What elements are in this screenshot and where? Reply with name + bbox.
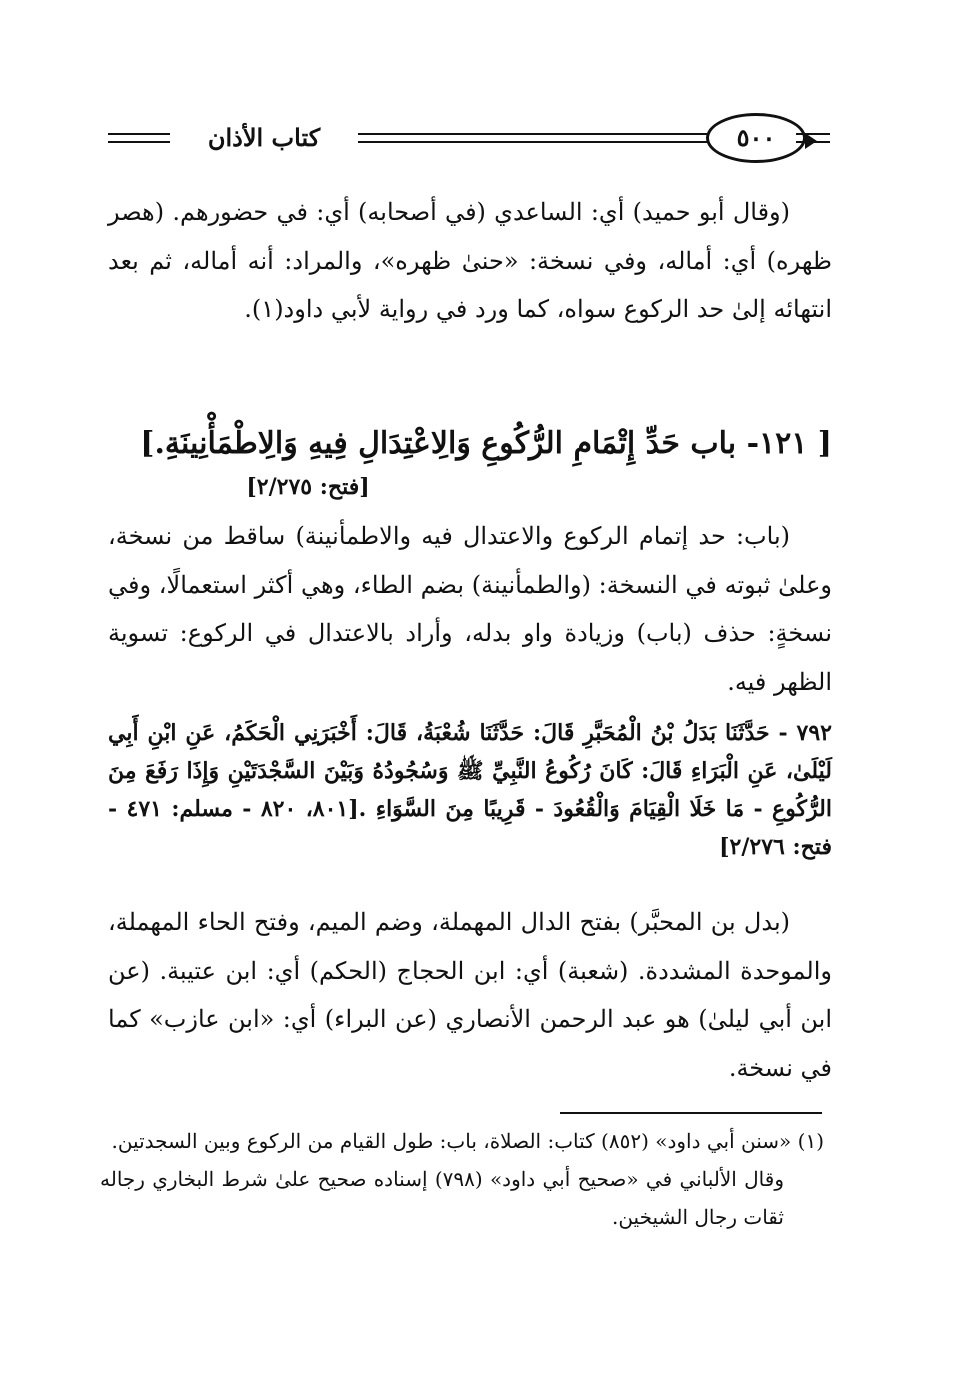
header-rule-left bbox=[108, 133, 170, 143]
page-number-badge bbox=[706, 113, 806, 163]
hadith-text: ٧٩٢ - حَدَّثَنَا بَدَلُ بْنُ الْمُحَبَّرِ قَالَ: حَدَّثَنَا شُعْبَةُ، قَالَ: أَخْبَرَنِي الْحَكَمُ، عَنِ ابْنِ أَبِي لَيْلَىٰ، عَنِ الْبَرَاءِ قَالَ: كَانَ رُكُوعُ النَّبِيِّ ﷺ وَسُجُودُهُ وَبَيْنَ السَّجْدَتَيْنِ وَإِذَا رَفَعَ مِنَ الرُّكُوعِ - مَا خَلَا الْقِيَامَ وَالْقُعُودَ - قَرِيبًا مِنَ السَّوَاءِ .[٨٠١، ٨٢٠ - مسلم: ٤٧١ - فتح: ٢/٢٧٦] bbox=[108, 720, 832, 860]
footnotes bbox=[100, 1122, 824, 1236]
header-rule-middle bbox=[358, 133, 754, 143]
running-header bbox=[108, 112, 830, 168]
book-title: كتاب الأذان bbox=[207, 123, 321, 152]
explanation-paragraph: (بدل بن المحبَّر) بفتح الدال المهملة، وضم الميم، وفتح الحاء المهملة، والموحدة المشددة. (شعبة) أي: ابن الحجاج (الحكم) أي: ابن عتيبة. (عن ابن أبي ليلىٰ) هو عبد الرحمن الأنصاري (عن البراء) أي: «ابن عازب» كما في نسخة. bbox=[108, 908, 832, 1082]
intro-paragraph: (وقال أبو حميد) أي: الساعدي (في أصحابه) أي: في حضورهم. (هصر ظهره) أي: أماله، وفي نسخة: «حنىٰ ظهره»، والمراد: أنه أماله، ثم بعد انتهائه إلىٰ حد الركوع سواه، كما ورد في رواية لأبي داود(١). bbox=[108, 198, 833, 323]
header-rule-right bbox=[796, 133, 830, 143]
page-number: ٥٠٠ bbox=[736, 123, 776, 152]
chapter-heading: [ ١٢١- باب حَدِّ إِتْمَامِ الرُّكُوعِ وَالِاعْتِدَالِ فِيهِ وَالِاطْمَأْنِينَةِ.] bbox=[140, 426, 832, 461]
chapter-reference: [فتح: ٢/٢٧٥] bbox=[246, 474, 370, 500]
footnote-separator bbox=[560, 1112, 822, 1114]
commentary-paragraph: (باب: حد إتمام الركوع والاعتدال فيه والاطمأنينة) ساقط من نسخة، وعلىٰ ثبوته في النسخة: (والطمأنينة) بضم الطاء، وهي أكثر استعمالًا، وفي نسخةٍ: حذف (باب) وزيادة واو بدله، وأراد بالاعتدال في الركوع: تسوية الظهر فيه. bbox=[108, 522, 832, 696]
footnote-1-line-2: وقال الألباني في «صحيح أبي داود» (٧٩٨) إسناده صحيح علىٰ شرط البخاري رجاله ثقات رجال الشيخين. bbox=[100, 1167, 784, 1229]
footnote-1-line-1: (١) «سنن أبي داود» (٨٥٢) كتاب: الصلاة، باب: طول القيام من الركوع وبين السجدتين. bbox=[111, 1129, 824, 1153]
